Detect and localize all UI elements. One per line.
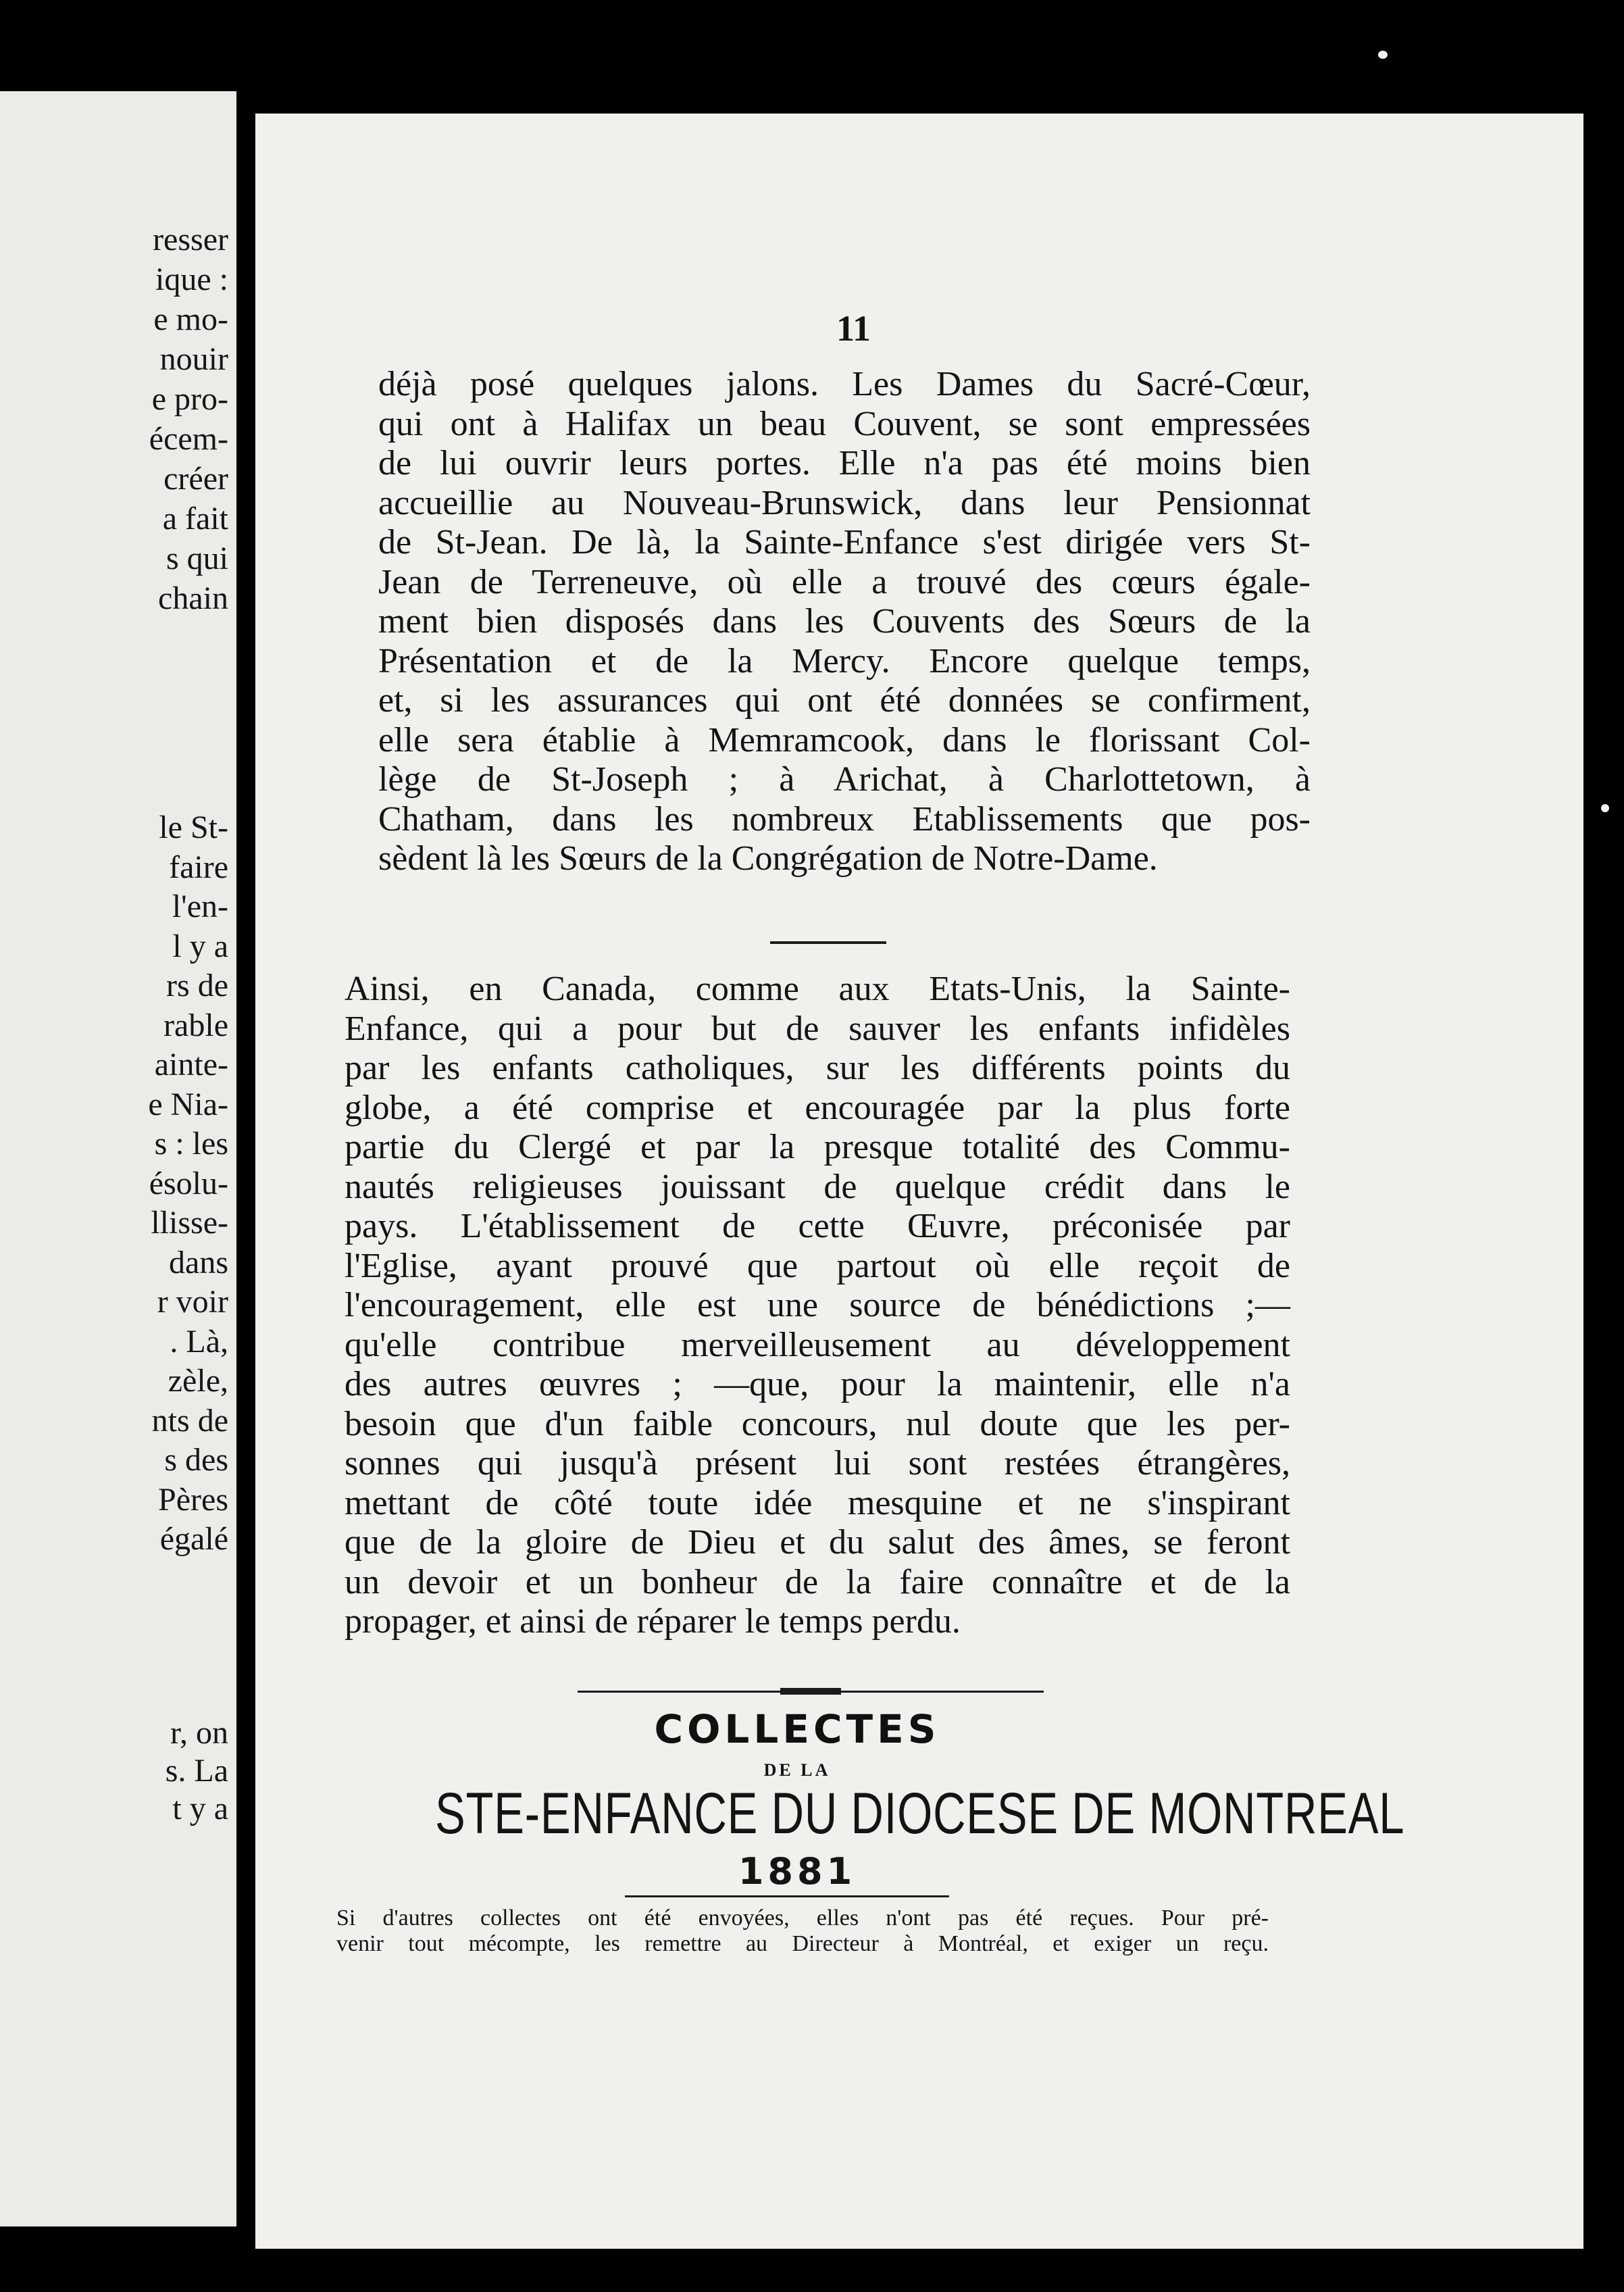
collectes-heading: COLLECTES xyxy=(654,1706,940,1752)
left-page-line: égalé xyxy=(159,1521,228,1557)
text-line: Chatham, dans les nombreux Etablissements que pos- xyxy=(378,799,1311,839)
left-page-line: s : les xyxy=(154,1126,228,1162)
left-page-line: s qui xyxy=(166,541,228,576)
left-page-fragment xyxy=(0,91,236,2226)
text-line: venir tout mécompte, les remettre au Directeur à Montréal, et exiger un reçu. xyxy=(336,1931,1269,1956)
left-page-line: s. La xyxy=(165,1753,228,1789)
section-divider xyxy=(770,941,886,944)
text-line: besoin que d'un faible concours, nul doute que les per- xyxy=(345,1404,1290,1443)
text-line: qu'elle contribue merveilleusement au développement xyxy=(345,1325,1290,1364)
text-line: propager, et ainsi de réparer le temps perdu. xyxy=(345,1602,961,1641)
left-page-line: ésolu- xyxy=(149,1165,228,1201)
text-line: globe, a été comprise et encouragée par la plus forte xyxy=(345,1088,1290,1127)
text-line: que de la gloire de Dieu et du salut des âmes, se feront xyxy=(345,1523,1290,1562)
left-page-line: llisse- xyxy=(151,1205,228,1241)
left-page-line: Pères xyxy=(158,1481,228,1518)
left-page-line: ique : xyxy=(155,261,228,297)
de-la-subheading: DE LA xyxy=(763,1760,831,1780)
text-line: l'Eglise, ayant prouvé que partout où elle reçoit de xyxy=(345,1246,1290,1285)
margin-dot xyxy=(1378,51,1388,59)
text-line: qui ont à Halifax un beau Couvent, se sont empressées xyxy=(378,404,1311,443)
left-page-line: . Là, xyxy=(170,1323,228,1360)
text-line: elle sera établie à Memramcook, dans le florissant Col- xyxy=(378,720,1311,759)
left-page-line: rable xyxy=(163,1007,228,1043)
left-page-line: e pro- xyxy=(151,381,228,417)
text-line: nautés religieuses jouissant de quelque crédit dans le xyxy=(345,1167,1290,1206)
left-page-line: nts de xyxy=(151,1402,228,1439)
left-page-line: r voir xyxy=(157,1284,228,1320)
text-line: des autres œuvres ; —que, pour la maintenir, elle n'a xyxy=(345,1365,1290,1403)
left-page-line: s des xyxy=(164,1442,228,1478)
left-page-line: zèle, xyxy=(168,1363,228,1399)
left-page-line: ainte- xyxy=(154,1047,228,1082)
diocese-title: STE-ENFANCE DU DIOCESE DE MONTREAL xyxy=(435,1781,1405,1846)
left-page-line: l y a xyxy=(172,928,228,964)
left-page-line: dans xyxy=(169,1244,228,1280)
left-page-line: chain xyxy=(158,580,228,616)
text-line: pays. L'établissement de cette Œuvre, préconisée par xyxy=(345,1207,1290,1245)
text-line: de lui ouvrir leurs portes. Elle n'a pas été moins bien xyxy=(378,444,1311,482)
text-line: un devoir et un bonheur de la faire connaître et de la xyxy=(345,1562,1290,1601)
left-page-line: e mo- xyxy=(153,301,228,337)
left-page-line: nouir xyxy=(159,341,228,377)
text-line: sonnes qui jusqu'à présent lui sont restées étrangères, xyxy=(345,1444,1290,1483)
text-line: partie du Clergé et par la presque totalité des Commu- xyxy=(345,1128,1290,1166)
left-page-line: e Nia- xyxy=(148,1086,228,1122)
text-line: sèdent là les Sœurs de la Congrégation de Notre-Dame. xyxy=(378,839,1158,878)
year-heading: 1881 xyxy=(738,1850,857,1893)
text-line: Jean de Terreneuve, où elle a trouvé des cœurs égale- xyxy=(378,562,1311,601)
note-rule xyxy=(625,1895,949,1897)
left-page-line: l'en- xyxy=(172,889,228,924)
text-line: lège de St-Joseph ; à Arichat, à Charlottetown, à xyxy=(378,760,1311,799)
left-page-line: r, on xyxy=(170,1715,228,1751)
text-line: l'encouragement, elle est une source de bénédictions ;— xyxy=(345,1286,1290,1324)
left-page-line: t y a xyxy=(172,1791,228,1826)
left-page-line: créer xyxy=(163,461,228,497)
text-line: Ainsi, en Canada, comme aux Etats-Unis, la Sainte- xyxy=(345,970,1290,1008)
left-page-line: rs de xyxy=(166,968,228,1003)
paragraph-2 xyxy=(345,970,1290,1642)
text-line: Enfance, qui a pour but de sauver les enfants infidèles xyxy=(345,1009,1290,1048)
ornament-rule-center xyxy=(780,1688,841,1695)
text-line: déjà posé quelques jalons. Les Dames du Sacré-Cœur, xyxy=(378,365,1311,403)
text-line: accueillie au Nouveau-Brunswick, dans leur Pensionnat xyxy=(378,483,1311,522)
text-line: par les enfants catholiques, sur les différents points du xyxy=(345,1049,1290,1087)
text-line: et, si les assurances qui ont été données se confirment, xyxy=(378,681,1311,720)
left-page-line: écem- xyxy=(149,421,228,457)
left-page-line: resser xyxy=(153,222,228,257)
text-line: Présentation et de la Mercy. Encore quelque temps, xyxy=(378,641,1311,680)
margin-dot xyxy=(1601,804,1609,812)
paragraph-1 xyxy=(378,365,1311,879)
left-page-line: le St- xyxy=(159,809,228,845)
text-line: de St-Jean. De là, la Sainte-Enfance s'est dirigée vers St- xyxy=(378,523,1311,562)
text-line: mettant de côté toute idée mesquine et ne s'inspirant xyxy=(345,1483,1290,1522)
page-number: 11 xyxy=(836,308,871,349)
text-line: Si d'autres collectes ont été envoyées, elles n'ont pas été reçues. Pour pré- xyxy=(336,1905,1269,1930)
footnote xyxy=(336,1905,1269,1957)
left-page-line: faire xyxy=(169,849,228,885)
left-page-line: a fait xyxy=(162,501,228,537)
text-line: ment bien disposés dans les Couvents des Sœurs de la xyxy=(378,602,1311,641)
